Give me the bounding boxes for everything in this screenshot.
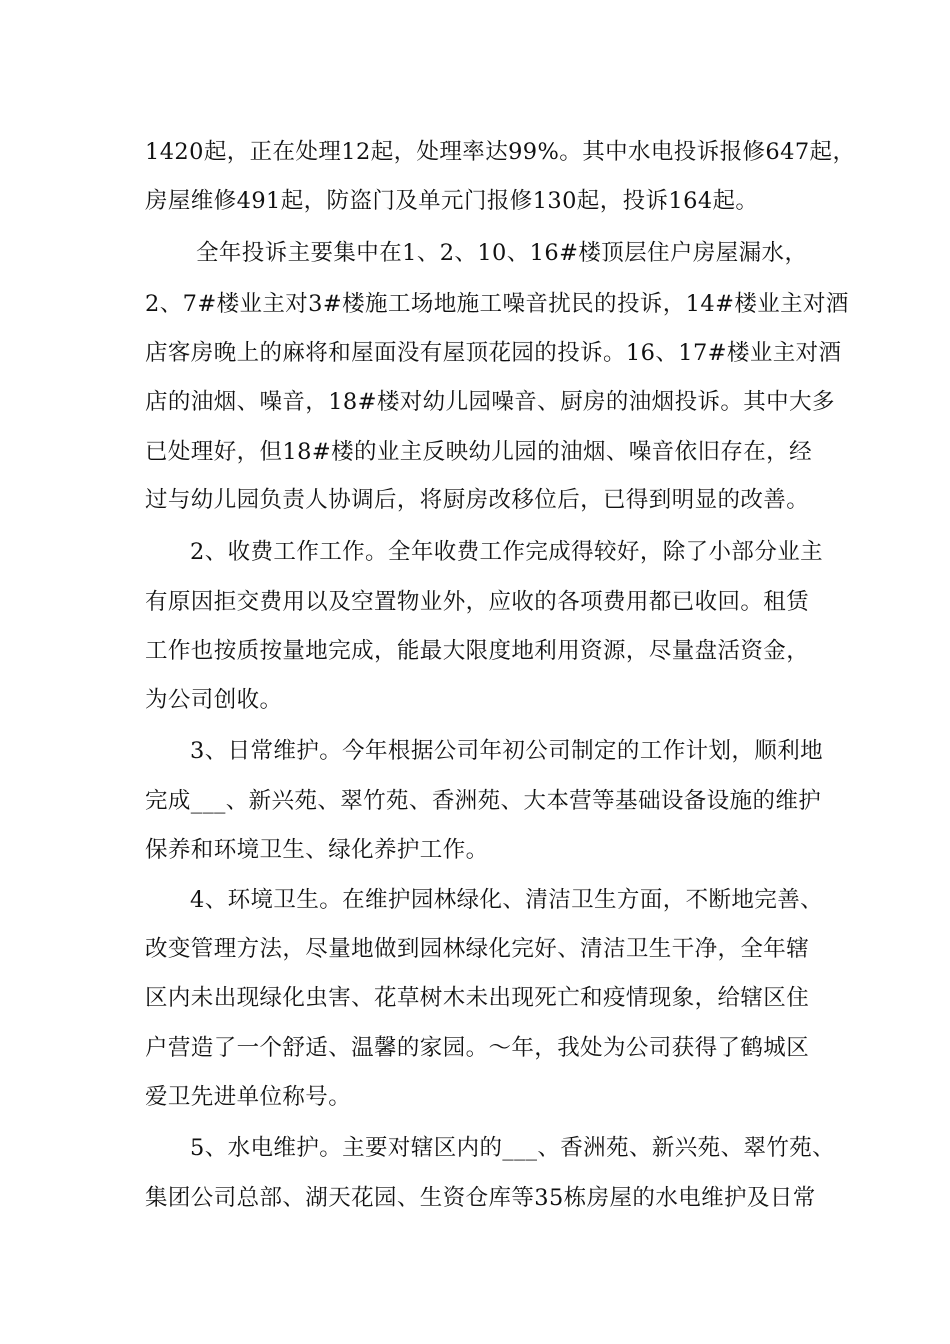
text-line: 2、收费工作工作。全年收费工作完成得较好，除了小部分业主 [190,539,824,565]
text-line: 户营造了一个舒适、温馨的家园。～年，我处为公司获得了鹤城区 [145,1035,810,1061]
text-line: 全年投诉主要集中在1、2、10、16#楼顶层住户房屋漏水， [196,240,808,266]
text-line: 4、环境卫生。在维护园林绿化、清洁卫生方面，不断地完善、 [190,887,824,913]
text-line: 改变管理方法，尽量地做到园林绿化完好、清洁卫生干净，全年辖 [145,936,810,962]
text-line: 过与幼儿园负责人协调后，将厨房改移位后，已得到明显的改善。 [145,487,810,513]
text-line: 完成___、新兴苑、翠竹苑、香洲苑、大本营等基础设备设施的维护 [145,788,822,814]
text-line: 区内未出现绿化虫害、花草树木未出现死亡和疫情现象，给辖区住 [145,985,810,1011]
text-line: 店客房晚上的麻将和屋面没有屋顶花园的投诉。16、17#楼业主对酒 [145,340,842,366]
text-line: 集团公司总部、湖天花园、生资仓库等35栋房屋的水电维护及日常 [145,1185,816,1211]
text-line: 5、水电维护。主要对辖区内的___、香洲苑、新兴苑、翠竹苑、 [190,1135,836,1161]
text-line: 工作也按质按量地完成，能最大限度地利用资源，尽量盘活资金， [145,638,810,664]
text-line: 1420起，正在处理12起，处理率达99%。其中水电投诉报修647起， [145,139,856,165]
text-line: 2、7#楼业主对3#楼施工场地施工噪音扰民的投诉，14#楼业主对酒 [145,291,849,317]
text-line: 保养和环境卫生、绿化养护工作。 [145,837,489,863]
text-line: 房屋维修491起，防盗门及单元门报修130起，投诉164起。 [145,188,759,214]
text-line: 为公司创收。 [145,687,283,713]
text-line: 爱卫先进单位称号。 [145,1084,352,1110]
text-line: 有原因拒交费用以及空置物业外，应收的各项费用都已收回。租赁 [145,589,810,615]
text-line: 3、日常维护。今年根据公司年初公司制定的工作计划，顺利地 [190,738,824,764]
text-line: 已处理好，但18#楼的业主反映幼儿园的油烟、噪音依旧存在，经 [145,439,812,465]
text-line: 店的油烟、噪音，18#楼对幼儿园噪音、厨房的油烟投诉。其中大多 [145,389,835,415]
